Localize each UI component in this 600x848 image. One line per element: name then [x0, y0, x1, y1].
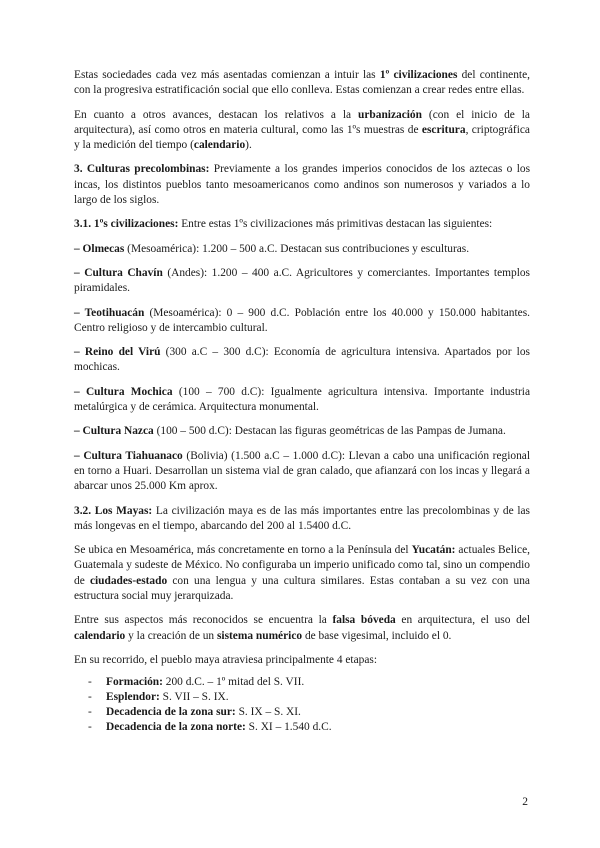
- culture-name: – Cultura Tiahuanaco: [74, 449, 183, 462]
- paragraph-maya-stages-intro: [74, 653, 530, 668]
- text: (Bolivia) (1.500 a.C – 1.000 d.C): Llevan a cabo una unificación regional en torno a Huari. Desarrollan un sistema vial de gran calado, que afianzará con los incas y llegará a abarcar unos 25.000 Km aprox.: [74, 449, 531, 493]
- paragraph-advances: [74, 108, 530, 154]
- text: En cuanto a otros avances, destacan los relativos a la: [74, 108, 359, 121]
- culture-name: – Cultura Mochica: [74, 385, 173, 398]
- culture-name: – Cultura Chavín: [74, 266, 163, 279]
- list-item: [74, 720, 530, 735]
- culture-tiahuanaco: [74, 449, 530, 495]
- culture-mochica: [74, 385, 530, 416]
- text: Previamente a los grandes imperios conocidos de los aztecas o los incas, los distintos pueblos tanto mesoamericanos como andinos son numerosos y variados a lo largo de los siglos.: [74, 163, 531, 207]
- text: Estas sociedades cada vez más asentadas comienzan a intuir las: [74, 69, 380, 81]
- text: (con el inicio de la arquitectura), así como otros en materia cultural, como las 1ºs muestras de: [74, 108, 530, 136]
- text: Entre sus aspectos más reconocidos se encuentra la: [74, 614, 333, 627]
- bold-term: calendario: [74, 629, 126, 642]
- bold-term: ciudades-estado: [89, 574, 168, 587]
- bold-term: falsa bóveda: [332, 614, 396, 627]
- text: del continente, con la progresiva estratificación social que ello conlleva. Estas comienzan a crear redes entre ellas.: [74, 69, 530, 97]
- bold-term: Yucatán:: [411, 544, 456, 557]
- list-dash: -: [88, 705, 92, 718]
- page-number: 2: [522, 796, 528, 808]
- culture-olmecas: [74, 242, 530, 257]
- section-heading: 3. Culturas precolombinas:: [74, 163, 210, 176]
- text: actuales Belice, Guatemala y sudeste de México. No configuraba un imperio unificado como tal, sino un compendio de: [74, 544, 530, 587]
- text: (100 – 500 d.C): Destacan las figuras geométricas de las Pampas de Jumana.: [153, 425, 506, 438]
- stage-dates: 200 d.C. – 1º mitad del S. VII.: [162, 676, 305, 689]
- section-heading: 3.2. Los Mayas:: [74, 504, 153, 517]
- paragraph-maya-location: [74, 543, 530, 604]
- text: en arquitectura, el uso del: [395, 614, 530, 627]
- section-first-civilizations: [74, 217, 530, 232]
- culture-viru: [74, 345, 530, 376]
- stage-dates: S. VII – S. IX.: [159, 691, 229, 703]
- text: La civilización maya es de las más importantes entre las precolombinas y de las más longevas en el tiempo, abarcando del 200 al 1.5400 d.C.: [74, 504, 530, 532]
- text: de base vigesimal, incluido el 0.: [302, 629, 452, 642]
- section-heading: 3.1. 1ºs civilizaciones:: [74, 218, 179, 231]
- stage-label: Decadencia de la zona norte:: [106, 720, 246, 733]
- bold-term: urbanización: [358, 108, 422, 121]
- list-item: [74, 705, 530, 720]
- text: Se ubica en Mesoamérica, más concretamente en torno a la Península del: [74, 544, 412, 557]
- document-body: [74, 68, 530, 734]
- text: En su recorrido, el pueblo maya atraviesa principalmente 4 etapas:: [74, 653, 377, 666]
- text: y la creación de un: [125, 629, 217, 642]
- list-dash: -: [88, 691, 92, 703]
- culture-nazca: [74, 424, 530, 439]
- culture-chavin: [74, 266, 530, 297]
- bold-term: escritura: [421, 123, 466, 136]
- section-precolumbian-cultures: [74, 162, 530, 208]
- culture-name: – Cultura Nazca: [74, 425, 154, 438]
- text: (Andes): 1.200 – 400 a.C. Agricultores y comerciantes. Importantes templos piramidales.: [74, 266, 530, 295]
- maya-stages-list: [74, 675, 530, 734]
- list-item: [74, 690, 530, 705]
- text: , criptográfica y la medición del tiempo (: [74, 123, 530, 152]
- text: ).: [245, 139, 252, 152]
- text: (300 a.C – 300 d.C): Economía de agricultura intensiva. Apartados por los mochicas.: [74, 346, 530, 374]
- culture-name: – Reino del Virú: [74, 346, 161, 359]
- stage-dates: S. IX – S. XI.: [235, 705, 301, 718]
- text: Entre estas 1ºs civilizaciones más primitivas destacan las siguientes:: [178, 218, 493, 231]
- culture-name: – Teotihuacán: [74, 306, 145, 319]
- culture-name: – Olmecas: [74, 242, 125, 255]
- paragraph-civilizations-intro: [74, 68, 530, 99]
- text: (Mesoamérica): 0 – 900 d.C. Población entre los 40.000 y 150.000 habitantes. Centro religioso y de intercambio cultural.: [74, 306, 530, 334]
- list-item: [74, 675, 530, 690]
- text: (Mesoamérica): 1.200 – 500 a.C. Destacan sus contribuciones y esculturas.: [124, 242, 470, 255]
- bold-term: calendario: [193, 139, 246, 152]
- culture-teotihuacan: [74, 306, 530, 337]
- stage-label: Decadencia de la zona sur:: [106, 705, 236, 718]
- section-mayas: [74, 504, 530, 535]
- stage-dates: S. XI – 1.540 d.C.: [245, 720, 332, 733]
- text: con una lengua y una cultura similares. Estas contaban a su vez con una estructura social muy jerarquizada.: [74, 574, 530, 603]
- stage-label: Esplendor:: [106, 691, 160, 703]
- bold-term: sistema numérico: [216, 629, 303, 642]
- paragraph-maya-aspects: [74, 613, 530, 644]
- list-dash: -: [88, 720, 92, 733]
- bold-term: 1º civilizaciones: [379, 69, 458, 81]
- list-dash: -: [88, 676, 92, 689]
- text: (100 – 700 d.C): Igualmente agricultura intensiva. Importante industria metalúrgica y de cerámica. Arquitectura monumental.: [74, 385, 531, 414]
- stage-label: Formación:: [106, 676, 163, 689]
